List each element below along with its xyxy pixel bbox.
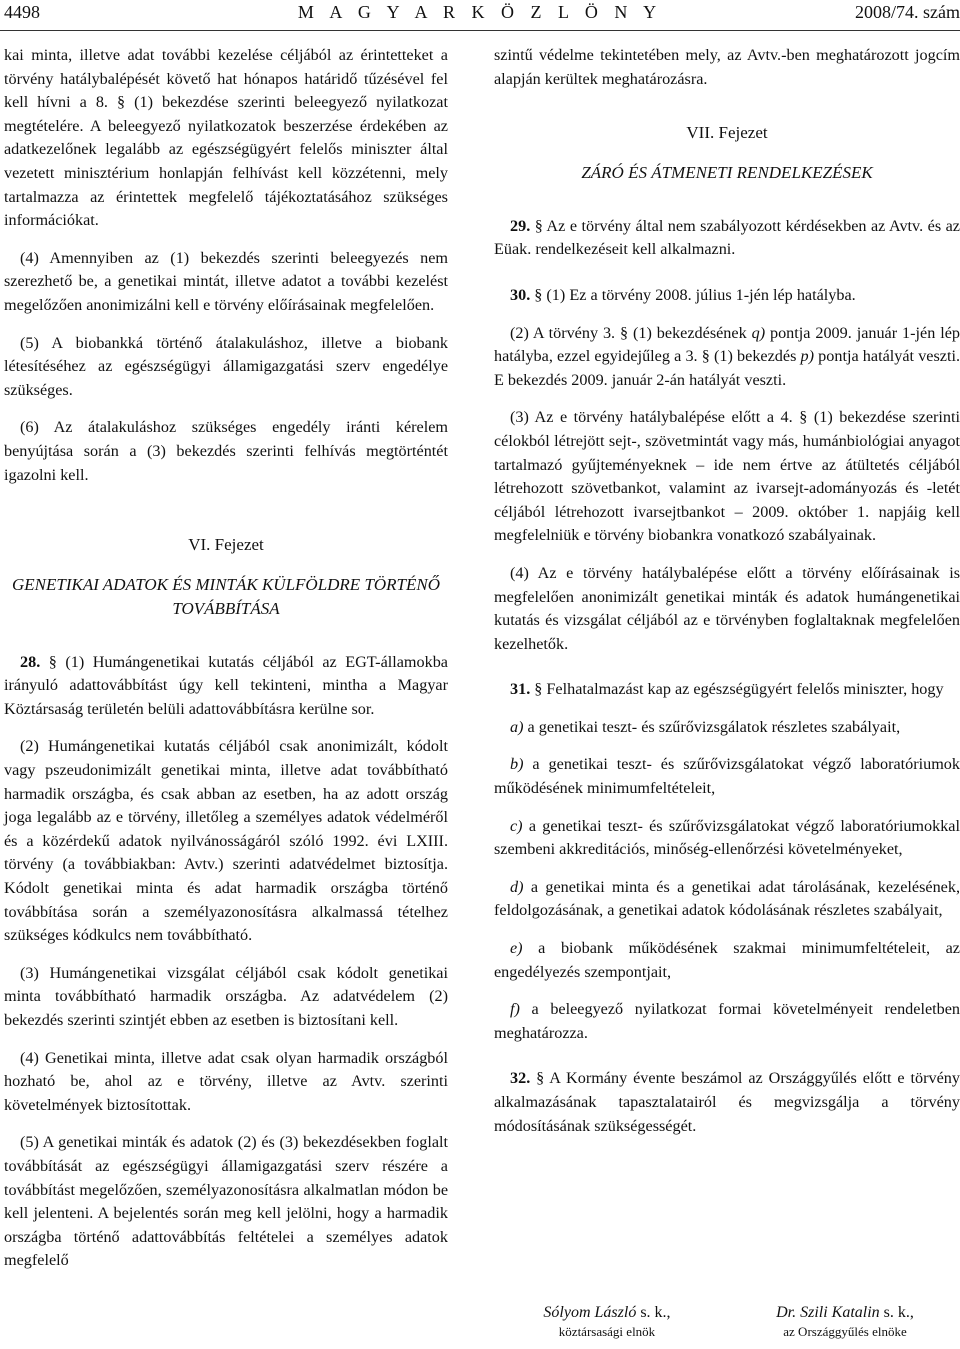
section-number: 29.	[510, 216, 531, 235]
section-text: § A Kormány évente beszámol az Országgyűlés előtt e törvény alkalmazásának tapasztalatairól és megvizsgálja a törvény módosításának szükségességét.	[494, 1069, 960, 1135]
list-item	[494, 716, 960, 740]
point-letter: e)	[510, 939, 523, 958]
list-item	[494, 937, 960, 984]
spacer	[494, 670, 960, 678]
signatory-role: köztársasági elnök	[558, 1324, 656, 1339]
signatory-role: az Országgyűlés elnöke	[783, 1324, 907, 1339]
point-letter: f)	[510, 1000, 520, 1019]
list-item	[494, 753, 960, 800]
text-run: a genetikai teszt- és szűrővizsgálatokat végző laboratóriumokkal szembeni akkreditációs, minőség-ellenőrzési követelményeket,	[494, 816, 960, 859]
section-29	[494, 215, 960, 262]
point-letter: a)	[510, 717, 524, 736]
text-run: a genetikai teszt- és szűrővizsgálatok részletes szabályait,	[523, 717, 901, 736]
journal-title: M A G Y A R K Ö Z L Ö N Y	[297, 2, 663, 22]
text-run: (2) A törvény 3. § (1) bekezdésének	[510, 323, 752, 342]
section-text: § Felhatalmazást kap az egészségügyért felelős miniszter, hogy	[530, 680, 944, 699]
signatory-name: Dr. Szili Katalin	[776, 1304, 880, 1321]
paragraph	[494, 322, 960, 393]
text-run: a beleegyező nyilatkozat formai követelményeit rendeletben meghatározza.	[494, 1000, 960, 1042]
right-column	[494, 44, 960, 1152]
paragraph: (5) A genetikai minták és adatok (2) és (3) bekezdésekben foglalt továbbítását az egészségügyi államigazgatási szerv részére a továbbítást megelőzően, személyazonosításra alkalmatlan módon be kell jelenteni. A bejelentés során meg kell jelölni, hogy a harmadik országba történő adattovábbítás feltételei a személyes adatok megfelelő	[4, 1133, 448, 1270]
paragraph: (4) Genetikai minta, illetve adat csak olyan harmadik országból hozható be, ahol az e törvény, illetve az Avtv. szerinti követelmények biztosítottak.	[4, 1048, 448, 1114]
point-letter: b)	[510, 755, 524, 774]
chapter-heading: VII. Fejezet	[686, 123, 768, 143]
section-text: § (1) Humángenetikai kutatás céljából az EGT-államokba irányuló adattovábbítást úgy kell tekinteni, mintha a Magyar Köztársaság területén belüli adattovábbításra kerülne sor.	[4, 652, 448, 718]
section-text: § Az e törvény által nem szabályozott kérdésekben az Avtv. és az Eüak. rendelkezéseit kell alkalmazni.	[494, 216, 960, 259]
issue-number: 2008/74. szám	[855, 2, 960, 22]
section-number: 28.	[20, 652, 41, 671]
page-number: 4498	[4, 2, 40, 22]
page-header	[0, 0, 960, 28]
text-run: pontja 2009. január 1-jén lép hatályba, ezzel egyidejűleg a 3. § (1) bekezdés	[494, 323, 960, 366]
spacer	[494, 1059, 960, 1067]
section-31	[494, 678, 960, 702]
paragraph: szintű védelme tekintetében mely, az Avtv.-ben meghatározott jogcím alapján kerültek meghatározásra.	[494, 46, 960, 88]
chapter-heading: VI. Fejezet	[188, 535, 264, 555]
text-run: a genetikai teszt- és szűrővizsgálatokat végző laboratóriumok működésének minimumfeltételeit,	[494, 755, 960, 798]
signatory-name: Sólyom László	[543, 1304, 637, 1321]
list-item	[494, 876, 960, 923]
point-letter: c)	[510, 816, 523, 835]
paragraph: (4) Az e törvény hatálybalépése előtt a törvény előírásainak is megfelelően anonimizált genetikai minták és adatok humángenetikai kutatás és vizsgálat céljából az e törvényben foglaltaknak megfelelően kezelhetők.	[494, 563, 960, 653]
section-number: 30.	[510, 285, 531, 304]
paragraph: (2) Humángenetikai kutatás céljából csak anonimizált, kódolt vagy pszeudonimizált genetikai minta, illetve adat továbbítható harmadik országba, és csak abban az esetben, ha az adott ország joga legalább az e törvény, illetőleg a személyes adatok védelméről és a közérdekű adatok nyilvánosságáról szóló 1992. évi LXIII. törvény (a továbbiakban: Avtv.) szerinti adatvédelmet biztosítja. Kódolt genetikai minta és adat harmadik országba történő továbbítása során a személyazonosításra alkalmassá tételhez szükséges kódkulcs nem továbbítható.	[4, 737, 448, 945]
section-number: 32.	[510, 1069, 531, 1088]
section-number: 31.	[510, 680, 531, 699]
paragraph: (3) Humángenetikai vizsgálat céljából csak kódolt genetikai minta továbbítható harmadik országba. Az adatvédelem (2) bekezdés szerinti szintjét ebben az esetben is biztosítani kell.	[4, 963, 448, 1029]
section-28	[4, 651, 448, 722]
section-30	[494, 284, 960, 308]
paragraph: (6) Az átalakuláshoz szükséges engedély iránti kérelem benyújtása során a (3) bekezdés szerinti felhívás megtörténtét igazolni kell.	[4, 418, 448, 484]
signature-mark: s. k.,	[636, 1304, 671, 1321]
list-item	[494, 815, 960, 862]
point-letter: p)	[800, 347, 815, 366]
paragraph: kai minta, illetve adat további kezelése céljából az érintetteket a törvény hatálybalépését követő hat hónapos határidő tűzésével fel kell hívni a 8. § (1) bekezdése szerinti beleegyező nyilatkozat megtételére. A beleegyező nyilatkozatok beszerzése érdekében az adatkezelőnek legalább az egészségügyért felelős miniszter által vezetett minisztérium honlapján felhívást kell közzétenni, mely tartalmazza az érintettek megfelelő tájékoztatásához szükséges információkat.	[4, 46, 448, 230]
text-run: a genetikai minta és a genetikai adat tárolásának, kezelésének, feldolgozásának, a genetikai adatok kódolásának részletes szabályait,	[494, 877, 960, 920]
list-item	[494, 998, 960, 1045]
header-rule	[0, 30, 960, 31]
signature-president	[512, 1304, 702, 1340]
spacer	[494, 276, 960, 284]
chapter-title: GENETIKAI ADATOK ÉS MINTÁK KÜLFÖLDRE TÖRTÉNŐ TOVÁBBÍTÁSA	[11, 574, 441, 618]
section-text: § (1) Ez a törvény 2008. július 1-jén lép hatályba.	[530, 285, 856, 304]
text-run: a biobank működésének szakmai minimumfeltételeit, az engedélyezés szempontjait,	[494, 939, 960, 981]
paragraph: (3) Az e törvény hatálybalépése előtt a 4. § (1) bekezdése szerinti célokból létrejött sejt-, szövetmintát vagy más, humánbiológiai anyagot tartalmazó gyűjteményeknek – ide nem értve az átültetés céljából létrehozott szövetbankot, valamint az ivarsejt-adományozás és -letét céljából létrehozott ivarsejtbankot – 2009. október 1. napjáig kell megfelelniük e törvény biobankra vonatkozó szabályainak.	[494, 408, 960, 545]
point-letter: d)	[510, 877, 524, 896]
left-column	[4, 44, 448, 1287]
chapter-title: ZÁRÓ ÉS ÁTMENETI RENDELKEZÉSEK	[581, 162, 873, 182]
text-run: pontja hatályát veszti. E bekezdés 2009. január 2-án hatályát veszti.	[494, 347, 960, 389]
point-letter: q)	[751, 323, 766, 342]
signature-speaker	[740, 1304, 950, 1340]
paragraph: (5) A biobankká történő átalakuláshoz, illetve a biobank létesítéséhez az egészségügyi államigazgatási szerv engedélye szükséges.	[4, 333, 448, 399]
section-32	[494, 1067, 960, 1138]
paragraph: (4) Amennyiben az (1) bekezdés szerinti beleegyezés nem szerezhető be, a genetikai mintát, illetve adatot a további kezelést megelőzően anonimizálni kell e törvény előírásainak megfelelően.	[4, 248, 448, 314]
signature-mark: s. k.,	[879, 1304, 914, 1321]
